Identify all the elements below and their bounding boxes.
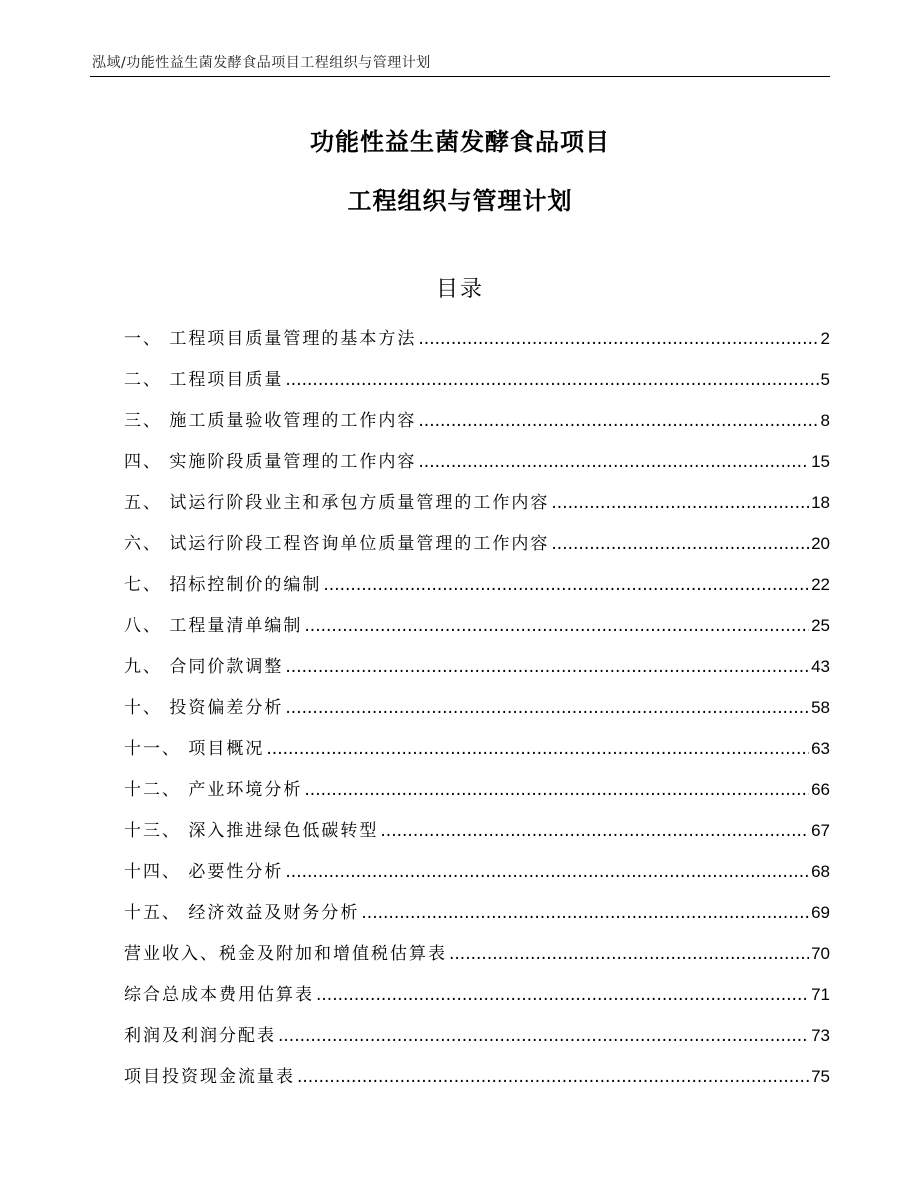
toc-leader-dots [380,811,809,852]
toc-entry[interactable] [124,1056,830,1097]
toc-entry-page: 15 [811,452,830,471]
toc-entry-page: 67 [811,821,830,840]
toc-entry[interactable] [124,1015,830,1056]
toc-entry[interactable] [124,605,830,646]
toc-entry-page: 8 [820,411,830,430]
toc-entry-label: 三、 施工质量验收管理的工作内容 [124,411,417,431]
toc-entry-label: 综合总成本费用估算表 [124,985,314,1005]
toc-entry[interactable] [124,318,830,359]
toc-entry-page: 20 [811,534,830,553]
toc-entry-label: 十一、 项目概况 [124,739,265,759]
toc-leader-dots [418,319,818,360]
toc-entry[interactable] [124,687,830,728]
toc-entry-label: 一、 工程项目质量管理的基本方法 [124,329,417,349]
toc-entry[interactable] [124,810,830,851]
toc-entry[interactable] [124,523,830,564]
toc-leader-dots [285,852,809,893]
toc-leader-dots [418,442,809,483]
toc-entry[interactable] [124,892,830,933]
table-of-contents [124,318,830,1097]
toc-entry[interactable] [124,769,830,810]
toc-entry-page: 66 [811,780,830,799]
toc-entry-label: 八、 工程量清单编制 [124,616,303,636]
toc-entry-page: 25 [811,616,830,635]
toc-leader-dots [361,893,809,934]
toc-leader-dots [304,770,809,811]
toc-entry[interactable] [124,400,830,441]
toc-entry[interactable] [124,441,830,482]
toc-entry-label: 五、 试运行阶段业主和承包方质量管理的工作内容 [124,493,550,513]
document-title-line-2: 工程组织与管理计划 [347,187,573,215]
toc-entry-label: 十四、 必要性分析 [124,862,284,882]
header-divider [90,76,830,77]
toc-entry-label: 四、 实施阶段质量管理的工作内容 [124,452,417,472]
toc-entry-page: 69 [811,903,830,922]
toc-entry[interactable] [124,974,830,1015]
toc-leader-dots [285,647,809,688]
toc-entry-page: 2 [820,329,830,348]
toc-entry-page: 71 [811,985,830,1004]
toc-leader-dots [285,688,809,729]
toc-entry-label: 营业收入、税金及附加和增值税估算表 [124,944,447,964]
toc-entry-label: 六、 试运行阶段工程咨询单位质量管理的工作内容 [124,534,550,554]
toc-entry[interactable] [124,564,830,605]
toc-entry-page: 70 [811,944,830,963]
toc-entry-label: 二、 工程项目质量 [124,370,284,390]
toc-leader-dots [418,401,818,442]
toc-entry-page: 22 [811,575,830,594]
toc-leader-dots [316,975,809,1016]
toc-entry[interactable] [124,359,830,400]
toc-entry-page: 63 [811,739,830,758]
toc-entry-page: 75 [811,1067,830,1086]
toc-entry[interactable] [124,482,830,523]
toc-entry-label: 十、 投资偏差分析 [124,698,284,718]
toc-leader-dots [285,360,818,401]
toc-entry-page: 5 [820,370,830,389]
toc-entry[interactable] [124,646,830,687]
toc-leader-dots [551,483,809,524]
toc-leader-dots [551,524,809,565]
toc-leader-dots [297,1057,809,1098]
toc-entry-label: 利润及利润分配表 [124,1026,276,1046]
document-title-line-1: 功能性益生菌发酵食品项目 [310,128,610,156]
toc-heading: 目录 [435,277,484,302]
toc-entry-page: 43 [811,657,830,676]
toc-leader-dots [266,729,809,770]
toc-entry-label: 十二、 产业环境分析 [124,780,303,800]
toc-entry-page: 18 [811,493,830,512]
toc-entry-page: 73 [811,1026,830,1045]
toc-leader-dots [278,1016,809,1057]
toc-entry-label: 十三、 深入推进绿色低碳转型 [124,821,379,841]
toc-leader-dots [304,606,809,647]
toc-entry-label: 九、 合同价款调整 [124,657,284,677]
toc-leader-dots [449,934,809,975]
toc-entry[interactable] [124,933,830,974]
toc-entry-page: 58 [811,698,830,717]
toc-leader-dots [323,565,809,606]
toc-entry[interactable] [124,728,830,769]
toc-entry-page: 68 [811,862,830,881]
toc-entry-label: 七、 招标控制价的编制 [124,575,322,595]
running-header: 泓域/功能性益生菌发酵食品项目工程组织与管理计划 [92,55,431,71]
toc-entry[interactable] [124,851,830,892]
toc-entry-label: 十五、 经济效益及财务分析 [124,903,360,923]
toc-entry-label: 项目投资现金流量表 [124,1067,295,1087]
